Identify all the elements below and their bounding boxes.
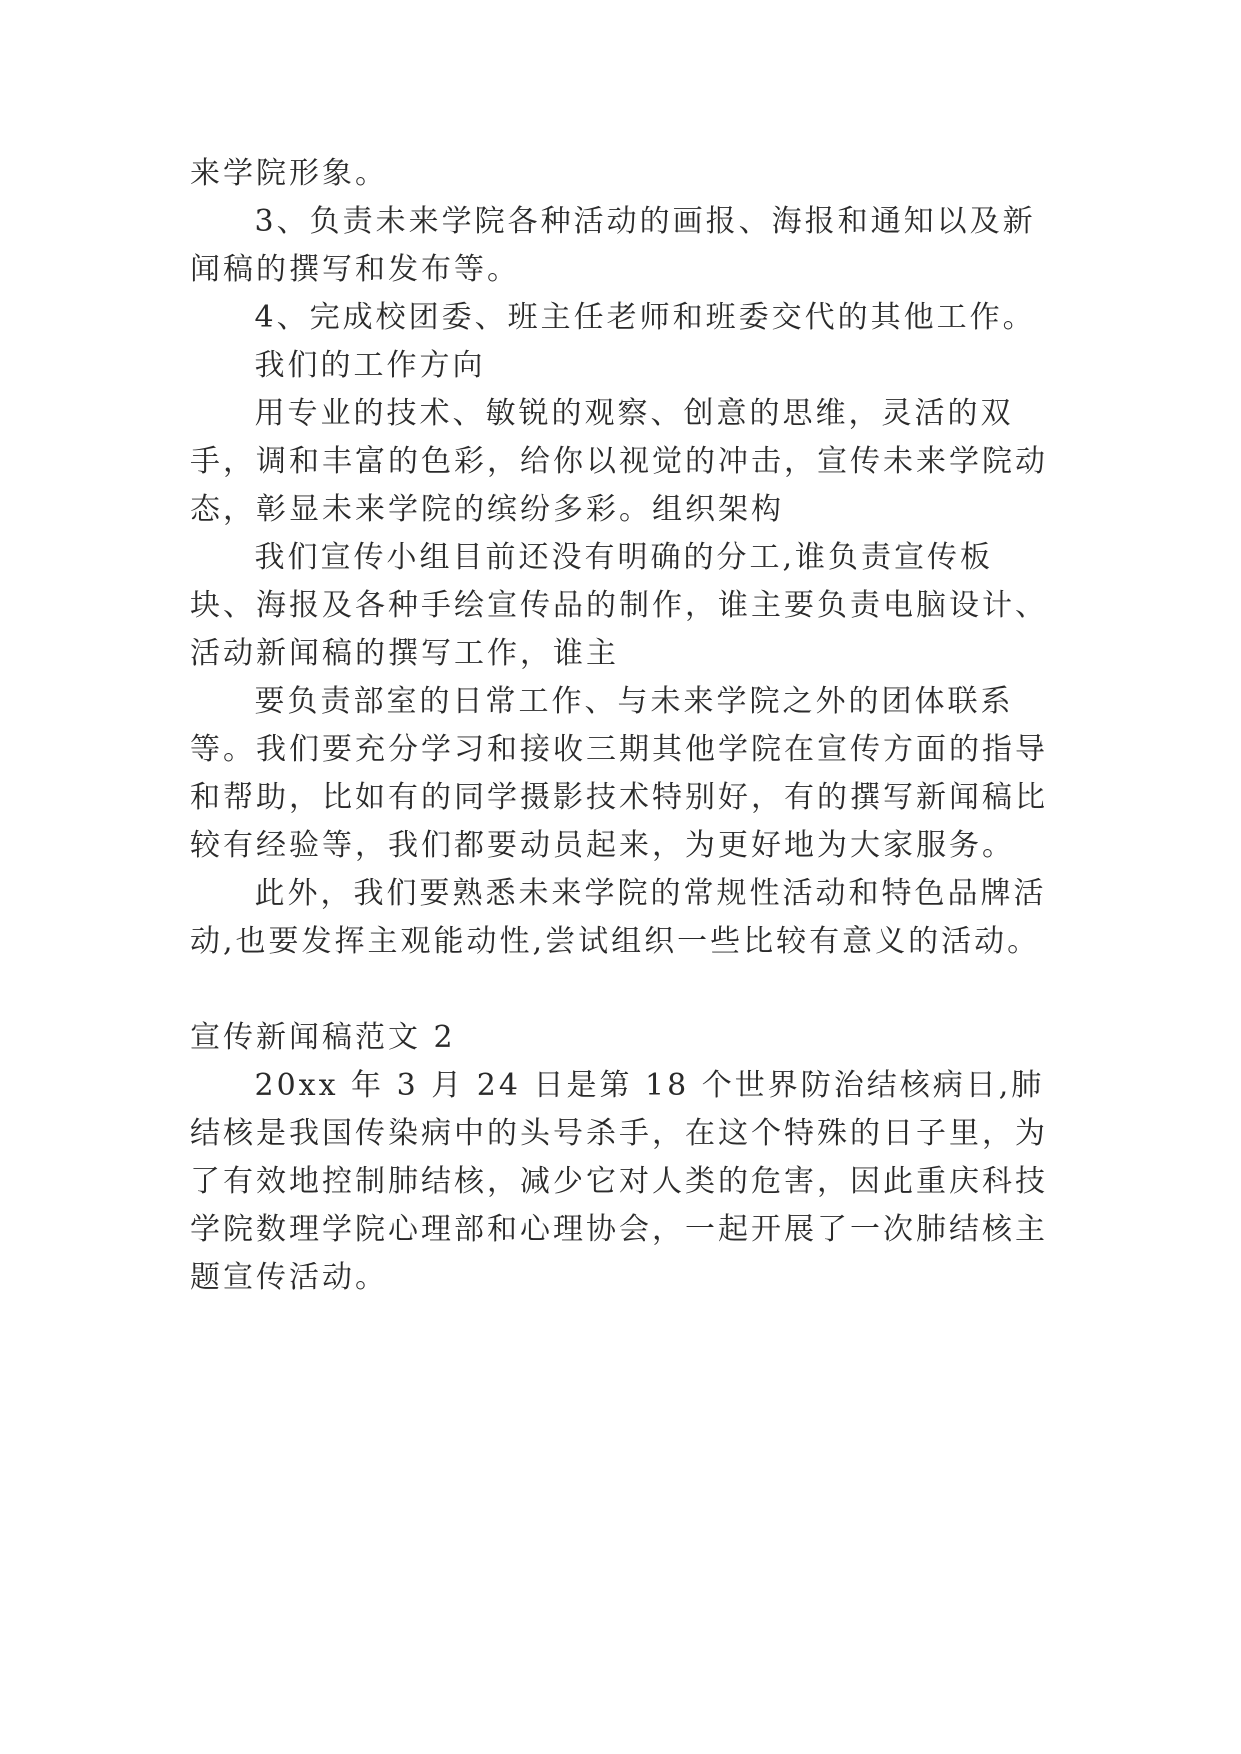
- section-title: 宣传新闻稿范文 2: [190, 1020, 456, 1055]
- document-page: [190, 150, 1050, 1302]
- paragraph-tb-day: 20xx 年 3 月 24 日是第 18 个世界防治结核病日,肺结核是我国传染病中的头号杀手，在这个特殊的日子里，为了有效地控制肺结核，减少它对人类的危害，因此重庆科技学院数理学院心理部和心理协会，一起开展了一次肺结核主题宣传活动。: [190, 1068, 1048, 1295]
- paragraph-daily-work: 要负责部室的日常工作、与未来学院之外的团体联系等。我们要充分学习和接收三期其他学院在宣传方面的指导和帮助，比如有的同学摄影技术特别好，有的撰写新闻稿比较有经验等，我们都要动员起来，为更好地为大家服务。: [190, 684, 1048, 863]
- subheading-work-direction: 我们的工作方向: [254, 348, 486, 383]
- paragraph-activities: 此外，我们要熟悉未来学院的常规性活动和特色品牌活动,也要发挥主观能动性,尝试组织一些比较有意义的活动。: [190, 876, 1047, 959]
- section-gap: [190, 966, 1050, 1014]
- paragraph-work-direction: 用专业的技术、敏锐的观察、创意的思维，灵活的双手，调和丰富的色彩，给你以视觉的冲击，宣传未来学院动态，彰显未来学院的缤纷多彩。组织架构: [190, 396, 1048, 527]
- paragraph-division: 我们宣传小组目前还没有明确的分工,谁负责宣传板块、海报及各种手绘宣传品的制作，谁主要负责电脑设计、活动新闻稿的撰写工作，谁主: [190, 540, 1048, 671]
- paragraph-duty-4: 4、完成校团委、班主任老师和班委交代的其他工作。: [254, 300, 1036, 335]
- paragraph-duty-3: 3、负责未来学院各种活动的画报、海报和通知以及新闻稿的撰写和发布等。: [190, 204, 1036, 287]
- paragraph-continued: 来学院形象。: [190, 156, 388, 191]
